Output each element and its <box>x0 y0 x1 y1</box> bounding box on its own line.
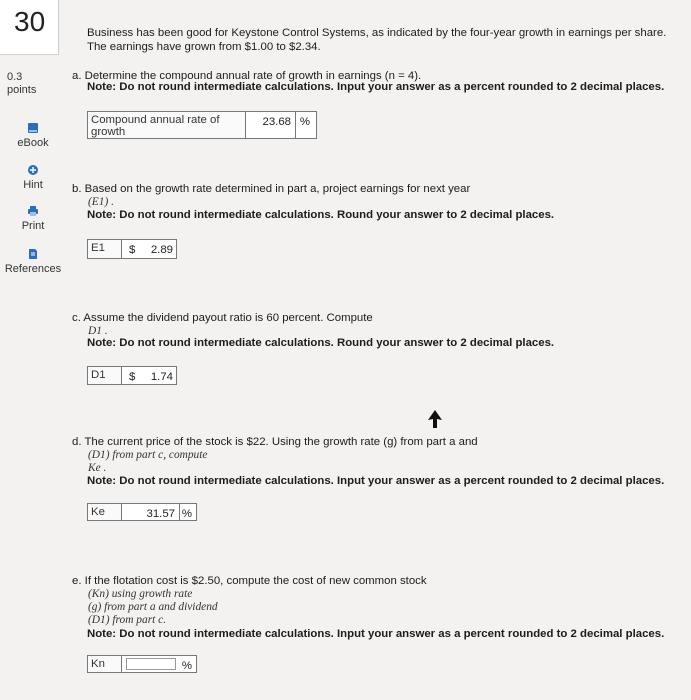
part-b-question: b. Based on the growth rate determined in part a, project earnings for next year <box>72 183 471 195</box>
points-value: 0.3 <box>7 71 23 83</box>
part-a-divider <box>295 112 296 138</box>
references-icon <box>27 248 39 260</box>
part-b-note: Note: Do not round intermediate calculations. Round your answer to 2 decimal places. <box>87 209 555 221</box>
sidebar-item-ebook[interactable] <box>0 122 66 149</box>
problem-statement: Business has been good for Keystone Control Systems, as indicated by the four-year growth in earnings per share. The earnings have grown from $1.00 to $2.34. <box>87 27 667 53</box>
part-a-answer-label: Compound annual rate of growth <box>88 112 246 138</box>
part-d-question: d. The current price of the stock is $22. Using the growth rate (g) from part a and <box>72 436 478 448</box>
part-b-answer-input[interactable]: 2.89 <box>150 244 173 256</box>
part-b-answer-row <box>87 239 177 259</box>
part-e-sub-2: (g) from part a and dividend <box>88 601 218 613</box>
sidebar-item-label: Print <box>21 220 45 232</box>
book-icon <box>27 122 39 134</box>
part-d-note: Note: Do not round intermediate calculations. Input your answer as a percent rounded to 2 decimal places. <box>87 475 665 487</box>
part-c-answer-label: D1 <box>88 367 122 384</box>
question-number-box <box>0 0 59 55</box>
part-e-sub-3: (D1) from part c. <box>88 614 167 626</box>
part-e-answer-label: Kn <box>88 656 122 672</box>
part-d-divider <box>179 504 180 520</box>
part-a-percent-unit: % <box>299 116 310 128</box>
part-c-answer-input[interactable]: 1.74 <box>150 371 173 383</box>
part-b-answer-label: E1 <box>88 240 122 258</box>
part-d-percent-unit: % <box>181 508 192 520</box>
sidebar-item-label: Hint <box>23 179 43 191</box>
sidebar-item-label: eBook <box>17 137 49 149</box>
sidebar-item-print[interactable] <box>0 205 66 232</box>
part-e-percent-unit: % <box>181 660 192 672</box>
hint-icon <box>27 164 39 176</box>
part-a-answer-row <box>87 111 317 139</box>
part-e-note: Note: Do not round intermediate calculations. Input your answer as a percent rounded to 2 decimal places. <box>87 628 665 640</box>
part-d-answer-input[interactable]: 31.57 <box>146 508 175 520</box>
part-b-currency: $ <box>129 244 136 256</box>
sidebar-item-references[interactable] <box>0 248 66 275</box>
part-e-answer-input[interactable] <box>126 658 176 670</box>
part-b-sub: (E1) . <box>88 196 114 208</box>
part-c-currency: $ <box>129 371 136 383</box>
part-e-sub-1: (Kn) using growth rate <box>88 588 193 600</box>
part-c-sub: D1 . <box>88 325 108 337</box>
sidebar-item-hint[interactable] <box>0 164 66 191</box>
cursor-arrow-icon <box>428 410 442 428</box>
part-a-note: Note: Do not round intermediate calculations. Input your answer as a percent rounded to 2 decimal places. <box>87 81 665 93</box>
points-label: points <box>7 84 37 96</box>
part-e-answer-row <box>87 655 197 673</box>
part-c-answer-row <box>87 366 177 385</box>
part-d-answer-row <box>87 503 197 521</box>
part-a-question: a. Determine the compound annual rate of growth in earnings (n = 4). <box>72 70 422 82</box>
sidebar-item-label: References <box>4 263 62 275</box>
part-a-answer-input[interactable]: 23.68 <box>262 116 291 128</box>
print-icon <box>27 205 39 217</box>
part-d-sub-1: (D1) from part c, compute <box>88 449 208 461</box>
part-c-question: c. Assume the dividend payout ratio is 60 percent. Compute <box>72 312 373 324</box>
part-e-question: e. If the flotation cost is $2.50, compute the cost of new common stock <box>72 575 427 587</box>
part-c-note: Note: Do not round intermediate calculations. Round your answer to 2 decimal places. <box>87 337 555 349</box>
part-d-answer-label: Ke <box>88 504 122 520</box>
question-number: 30 <box>14 6 46 37</box>
part-d-sub-2: Ke . <box>88 462 107 474</box>
